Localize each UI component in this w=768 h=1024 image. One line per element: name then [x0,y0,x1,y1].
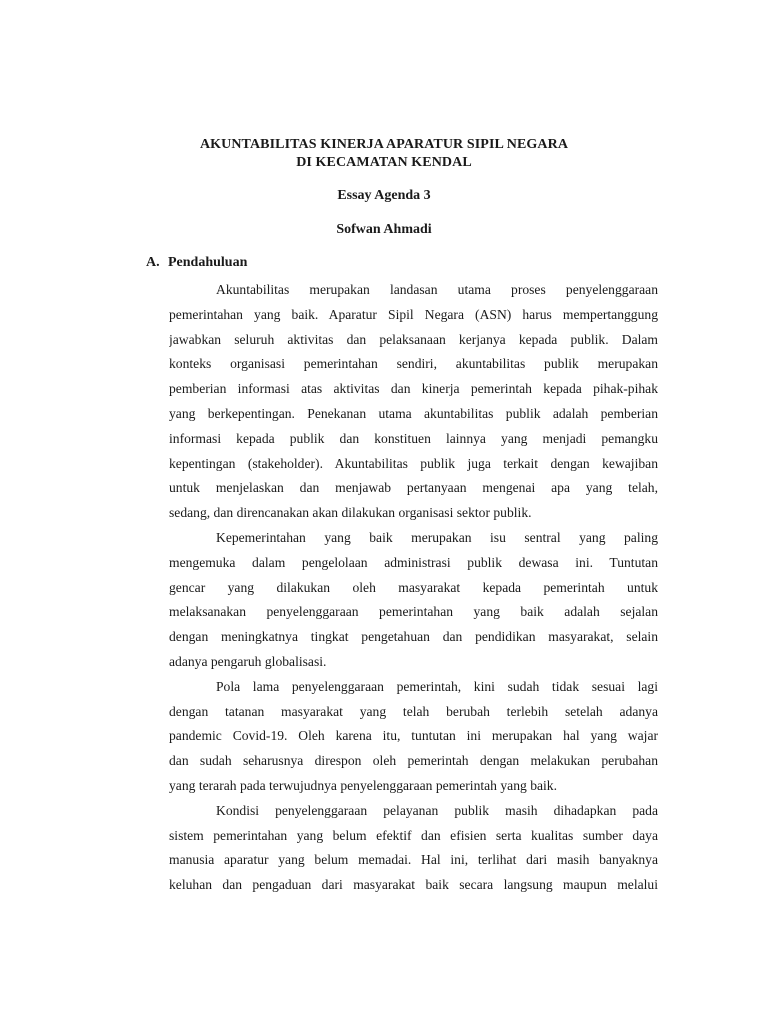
paragraph-line: Kondisi penyelenggaraan pelayanan publik masih dihadapkan pada [216,802,658,818]
section-title: Pendahuluan [168,255,248,270]
paragraph-line: adanya pengaruh globalisasi. [169,653,327,669]
paragraph-1 [169,278,658,526]
paragraph-line: jawabkan seluruh aktivitas dan pelaksanaan kerjanya kepada publik. Dalam [169,331,658,347]
essay-agenda-label: Essay Agenda 3 [337,188,431,203]
paragraph-line: yang terarah pada terwujudnya penyelenggaraan pemerintah yang baik. [169,777,558,793]
paragraph-line: Kepemerintahan yang baik merupakan isu sentral yang paling [216,529,658,545]
paragraph-2 [169,526,658,675]
paragraph-line: pemberian informasi atas aktivitas dan kinerja pemerintah kepada pihak-pihak [169,381,658,397]
paragraph-line: melaksanakan penyelenggaraan pemerintahan yang baik adalah sejalan [169,604,658,620]
paragraph-line: dengan tatanan masyarakat yang telah berubah terlebih setelah adanya [169,703,658,719]
paragraph-line: keluhan dan pengaduan dari masyarakat baik secara langsung maupun melalui [169,877,658,893]
paragraph-line: kepentingan (stakeholder). Akuntabilitas publik juga terkait dengan kewajiban [169,455,658,471]
paragraph-line: Pola lama penyelenggaraan pemerintah, kini sudah tidak sesuai lagi [216,678,658,694]
paragraph-line: Akuntabilitas merupakan landasan utama proses penyelenggaraan [216,282,658,297]
paragraph-line: konteks organisasi pemerintahan sendiri, akuntabilitas publik merupakan [169,356,658,372]
section-letter: A. [146,255,160,270]
paragraph-line: gencar yang dilakukan oleh masyarakat kepada pemerintah untuk [169,579,658,595]
paragraph-line: untuk menjelaskan dan menjawab pertanyaan mengenai apa yang telah, [169,480,658,496]
paragraph-line: dan sudah seharusnya direspon oleh pemerintah dengan melakukan perubahan [169,753,658,769]
document-title-line-2: DI KECAMATAN KENDAL [296,155,472,170]
paragraph-line: yang berkepentingan. Penekanan utama akuntabilitas publik adalah pemberian [169,405,658,421]
paragraph-line: pandemic Covid-19. Oleh karena itu, tuntutan ini merupakan hal yang wajar [169,728,658,744]
section-heading [146,253,247,273]
author-name: Sofwan Ahmadi [336,222,432,237]
paragraph-3 [169,675,658,799]
paragraph-4 [169,799,658,898]
paragraph-line: manusia aparatur yang belum memadai. Hal ini, terlihat dari masih banyaknya [169,852,658,868]
document-body [169,278,658,898]
paragraph-line: informasi kepada publik dan konstituen lainnya yang menjadi pemangku [169,430,658,446]
paragraph-line: dengan meningkatnya tingkat pengetahuan dan pendidikan masyarakat, selain [169,629,658,645]
paragraph-line: pemerintahan yang baik. Aparatur Sipil Negara (ASN) harus mempertanggung [169,306,658,322]
paragraph-line: mengemuka dalam pengelolaan administrasi publik dewasa ini. Tuntutan [169,554,658,570]
paragraph-line: sedang, dan direncanakan akan dilakukan organisasi sektor publik. [169,505,532,521]
paragraph-line: sistem pemerintahan yang belum efektif dan efisien serta kualitas sumber daya [169,827,658,843]
document-title-line-1: AKUNTABILITAS KINERJA APARATUR SIPIL NEGARA [199,137,569,152]
